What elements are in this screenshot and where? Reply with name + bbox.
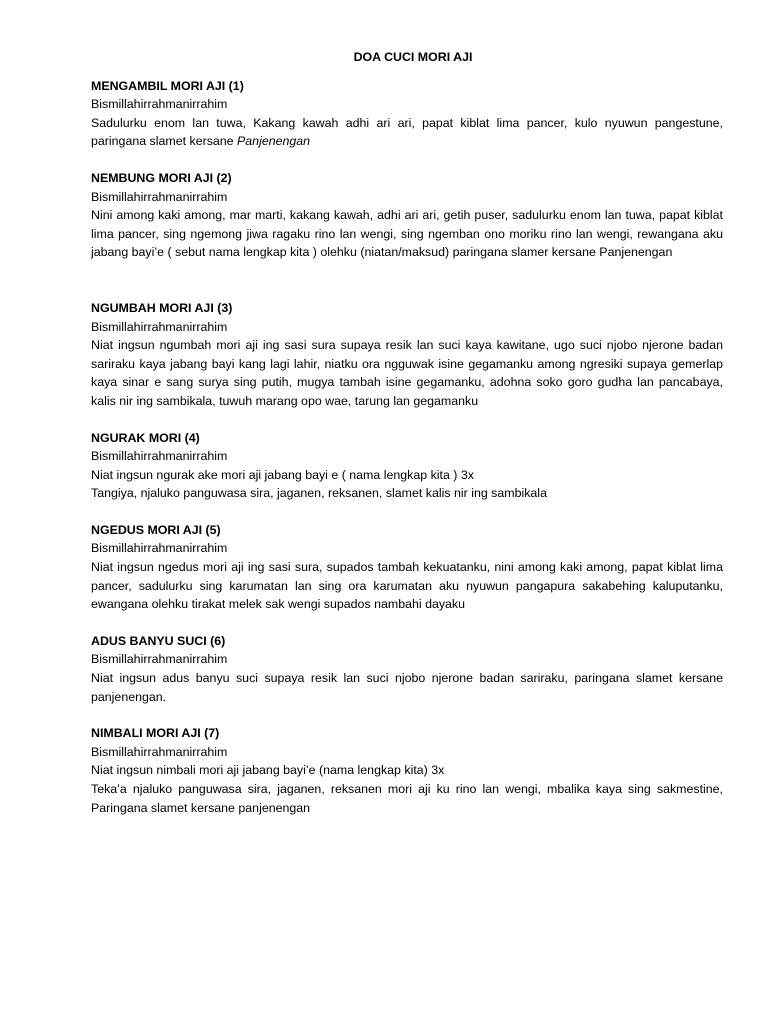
section-heading: NEMBUNG MORI AJI (2)	[91, 170, 232, 185]
section-nimbali-mori-aji	[91, 724, 723, 817]
prayer-line: Niat ingsun ngurak ake mori aji jabang bayi e ( nama lengkap kita ) 3x	[91, 467, 474, 482]
prayer-paragraph: Niat ingsun ngedus mori aji ing sasi sura, supados tambah kekuatanku, nini among kaki among, papat kiblat lima pancer, sadulurku sing karumatan lan sing ora karumatan aku nyuwun pangapura sakabehing kaluputanku, ewangana olehku tirakat melek sak wengi supados nambahi dayaku	[91, 560, 723, 612]
opening-line: Bismillahirrahmanirrahim	[91, 319, 228, 334]
document-title: DOA CUCI MORI AJI	[353, 50, 473, 64]
section-heading: NIMBALI MORI AJI (7)	[91, 726, 220, 741]
prayer-paragraph	[91, 114, 723, 151]
section-ngumbah-mori-aji	[91, 299, 723, 411]
prayer-paragraph: Teka’a njaluko panguwasa sira, jaganen, reksanen mori aji ku rino lan wengi, mbalika kaya sing sakmestine, Paringana slamet kersane panjenengan	[91, 782, 723, 815]
section-heading: NGURAK MORI (4)	[91, 430, 200, 445]
section-mengambil-mori-aji	[91, 77, 723, 151]
section-ngedus-mori-aji	[91, 521, 723, 614]
prayer-italic-text: Panjenengan	[237, 134, 311, 149]
prayer-line: Tangiya, njaluko panguwasa sira, jaganen, reksanen, slamet kalis nir ing sambikala	[91, 486, 547, 501]
opening-line: Bismillahirrahmanirrahim	[91, 189, 228, 204]
prayer-paragraph: Niat ingsun adus banyu suci supaya resik lan suci njobo njerone badan sariraku, paringana slamet kersane panjenengan.	[91, 671, 723, 704]
opening-line: Bismillahirrahmanirrahim	[91, 652, 228, 667]
opening-line: Bismillahirrahmanirrahim	[91, 449, 228, 464]
opening-line: Bismillahirrahmanirrahim	[91, 541, 228, 556]
document-page	[91, 48, 723, 817]
section-heading: MENGAMBIL MORI AJI (1)	[91, 78, 244, 93]
prayer-text: Sadulurku enom lan tuwa, Kakang kawah adhi ari ari, papat kiblat lima pancer, kulo nyuwun pangestune, paringana slamet kersane	[91, 115, 723, 149]
section-heading: NGEDUS MORI AJI (5)	[91, 522, 221, 537]
section-ngurak-mori	[91, 429, 723, 503]
opening-line: Bismillahirrahmanirrahim	[91, 97, 228, 112]
prayer-paragraph: Nini among kaki among, mar marti, kakang kawah, adhi ari ari, getih puser, sadulurku enom lan tuwa, papat kiblat lima pancer, sing ngemong jiwa ragaku rino lan wengi, sing ngemban ono moriku rino lan wengi, rewangana aku jabang bayi’e ( sebut nama lengkap kita ) olehku (niatan/maksud) paringana slamer kersane Panjenengan	[91, 208, 723, 260]
prayer-line: Niat ingsun nimbali mori aji jabang bayi’e (nama lengkap kita) 3x	[91, 763, 445, 778]
section-nembung-mori-aji	[91, 169, 723, 262]
section-heading: ADUS BANYU SUCI (6)	[91, 633, 226, 648]
section-adus-banyu-suci	[91, 632, 723, 706]
section-heading: NGUMBAH MORI AJI (3)	[91, 300, 233, 315]
opening-line: Bismillahirrahmanirrahim	[91, 744, 228, 759]
prayer-paragraph: Niat ingsun ngumbah mori aji ing sasi sura supaya resik lan suci kaya kawitane, ugo suci njobo njerone badan sariraku kaya jabang bayi kang lagi lahir, niatku ora ngguwak isine gegamanku among ngresiki supaya gemerlap kaya sinar e sang surya sing putih, mugya tambah isine gegamanku, adohna soko goro gudha lan pancabaya, kalis nir ing sambikala, tuwuh marang opo wae, tarung lan gegamanku	[91, 338, 723, 408]
